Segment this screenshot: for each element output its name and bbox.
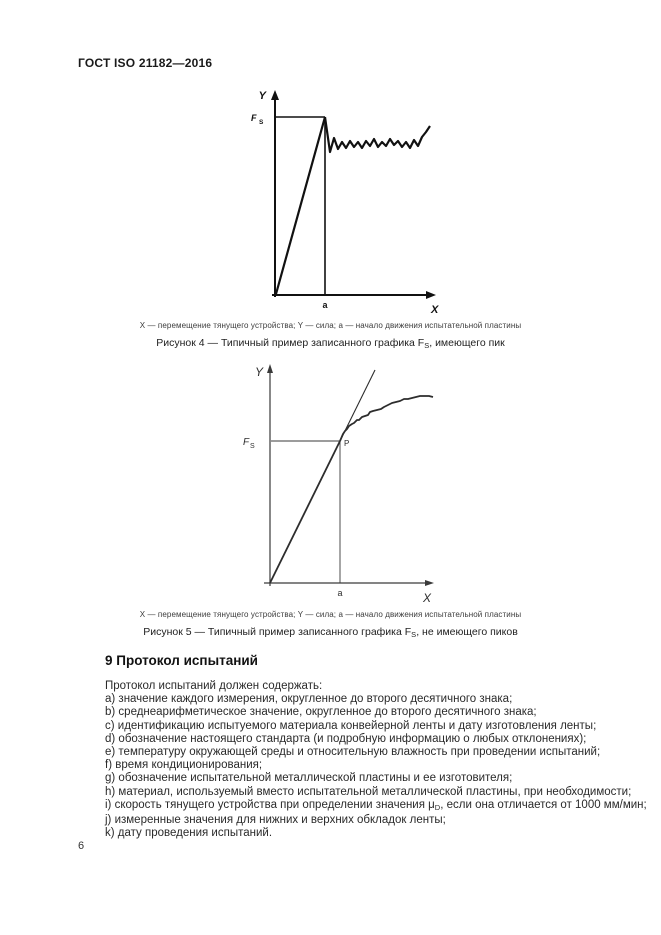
figure4-caption: [0, 337, 661, 350]
figure4-x-axis-label: X: [431, 304, 439, 316]
figure5-caption-text: Рисунок 5 — Типичный пример записанного графика F: [143, 626, 412, 638]
figure5-caption-subscript: S: [411, 630, 417, 639]
mu-d-subscript: D: [434, 802, 441, 812]
figure5-note: X — перемещение тянущего устройства; Y — сила; a — начало движения испытательной пластины: [139, 610, 522, 619]
list-item: c) идентификацию испытуемого материала конвейерной ленты и дату изготовления ленты;: [105, 719, 597, 732]
list-item: e) температуру окружающей среды и относительную влажность при проведении испытаний;: [105, 746, 601, 759]
figure4-caption-subscript: S: [424, 341, 430, 350]
figure-4-graph: [228, 85, 452, 322]
figure4-force-rise-line: [276, 117, 325, 294]
figure5-caption-tail: , не имеющего пиков: [416, 626, 518, 638]
section-heading: 9 Протокол испытаний: [105, 653, 258, 668]
figure4-a-label: a: [322, 300, 328, 310]
list-item: g) обозначение испытательной металлической пластины и ее изготовителя;: [105, 772, 513, 785]
figure5-a-label: a: [337, 588, 343, 598]
figure4-force-label: F: [251, 113, 257, 123]
figure4-x-arrow-icon: [426, 291, 436, 299]
figure5-force-label: F: [243, 437, 250, 448]
protocol-list: [105, 680, 657, 840]
figure5-x-axis-label: X: [423, 591, 432, 605]
list-item: h) материал, используемый вместо испытательной металлической пластины, при необходимости;: [105, 785, 632, 798]
figure4-caption-text: Рисунок 4 — Типичный пример записанного графика F: [156, 337, 425, 349]
list-item: f) время кондиционирования;: [105, 759, 263, 772]
figure4-y-arrow-icon: [271, 90, 279, 100]
figure5-force-curve: [340, 396, 433, 441]
figure4-y-axis-label: Y: [258, 90, 266, 102]
figure5-point-p-label: P: [344, 439, 350, 448]
figure5-force-rise-line: [270, 441, 340, 583]
figure4-oscillating-trace: [325, 117, 430, 152]
figure5-force-label-subscript: S: [250, 443, 255, 450]
page-number: 6: [78, 840, 85, 852]
figure5-y-axis-label: Y: [254, 365, 263, 379]
figure5-y-arrow-icon: [267, 364, 273, 373]
figure4-force-label-subscript: S: [259, 119, 264, 126]
figure4-caption-tail: , имеющего пик: [429, 337, 505, 349]
list-item: d) обозначение настоящего стандарта (и подробную информацию о любых отклонениях);: [105, 732, 587, 745]
figure5-caption: [0, 626, 661, 639]
figure-5-graph: [233, 360, 447, 606]
list-intro: Протокол испытаний должен содержать:: [105, 680, 323, 692]
list-item: [105, 799, 657, 814]
list-item-tail: , если она отличается от 1000 мм/мин;: [440, 798, 647, 811]
figure5-x-arrow-icon: [425, 580, 434, 586]
document-title: ГОСТ ISO 21182—2016: [78, 56, 213, 70]
list-item-text: i) скорость тянущего устройства при определении значения μ: [105, 798, 435, 811]
list-item: j) измеренные значения для нижних и верхних обкладок ленты;: [105, 814, 446, 827]
list-item: k) дату проведения испытаний.: [105, 827, 273, 840]
list-item: b) среднеарифметическое значение, округленное до второго десятичного знака;: [105, 706, 537, 719]
figure4-note: X — перемещение тянущего устройства; Y — сила; a — начало движения испытательной пластины: [139, 321, 522, 330]
list-item: a) значение каждого измерения, округленное до второго десятичного знака;: [105, 693, 513, 706]
